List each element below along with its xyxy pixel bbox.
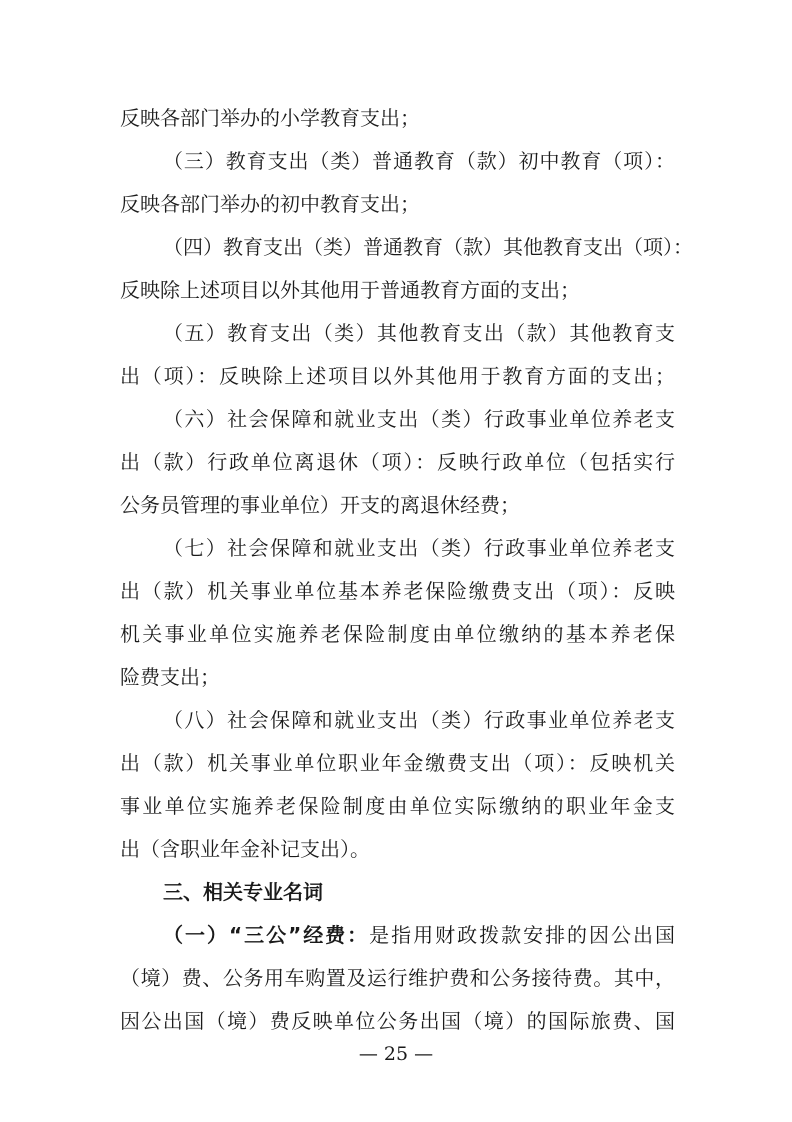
body-line-2: （三）教育支出（类）普通教育（款）初中教育（项）： <box>163 149 675 173</box>
tail-line-2: 因公出国（境）费反映单位公务出国（境）的国际旅费、国 <box>120 1009 675 1033</box>
body-line-6: （五）教育支出（类）其他教育支出（款）其他教育支 <box>163 321 675 345</box>
term-label: （一）“三公”经费： <box>163 923 370 947</box>
page-number: — 25 — <box>358 1043 434 1065</box>
body-line-9: 出（款）行政单位离退休（项）：反映行政单位（包括实行 <box>120 450 675 474</box>
body-line-8: （六）社会保障和就业支出（类）行政事业单位养老支 <box>163 407 675 431</box>
body-line-1: 反映各部门举办的小学教育支出； <box>120 106 420 130</box>
body-line-4: （四）教育支出（类）普通教育（款）其他教育支出（项）： <box>163 235 693 259</box>
body-line-7: 出（项）：反映除上述项目以外其他用于教育方面的支出； <box>120 364 675 388</box>
body-line-5: 反映除上述项目以外其他用于普通教育方面的支出； <box>120 278 580 302</box>
body-line-11: （七）社会保障和就业支出（类）行政事业单位养老支 <box>163 536 675 560</box>
body-line-3: 反映各部门举办的初中教育支出； <box>120 192 420 216</box>
body-line-10: 公务员管理的事业单位）开支的离退休经费； <box>120 493 520 517</box>
term-text: 是指用财政拨款安排的因公出国 <box>369 923 676 947</box>
body-line-17: 事业单位实施养老保险制度由单位实际缴纳的职业年金支 <box>120 794 675 818</box>
body-line-13: 机关事业单位实施养老保险制度由单位缴纳的基本养老保 <box>120 622 675 646</box>
tail-line-1: （境）费、公务用车购置及运行维护费和公务接待费。其中， <box>120 966 675 990</box>
section-heading: 三、相关专业名词 <box>163 880 323 904</box>
body-line-15: （八）社会保障和就业支出（类）行政事业单位养老支 <box>163 708 675 732</box>
term-line <box>163 922 675 948</box>
body-line-12: 出（款）机关事业单位基本养老保险缴费支出（项）：反映 <box>120 579 675 603</box>
body-line-16: 出（款）机关事业单位职业年金缴费支出（项）：反映机关 <box>120 751 675 775</box>
body-line-14: 险费支出； <box>120 665 220 689</box>
body-line-18: 出（含职业年金补记支出）。 <box>120 837 370 861</box>
